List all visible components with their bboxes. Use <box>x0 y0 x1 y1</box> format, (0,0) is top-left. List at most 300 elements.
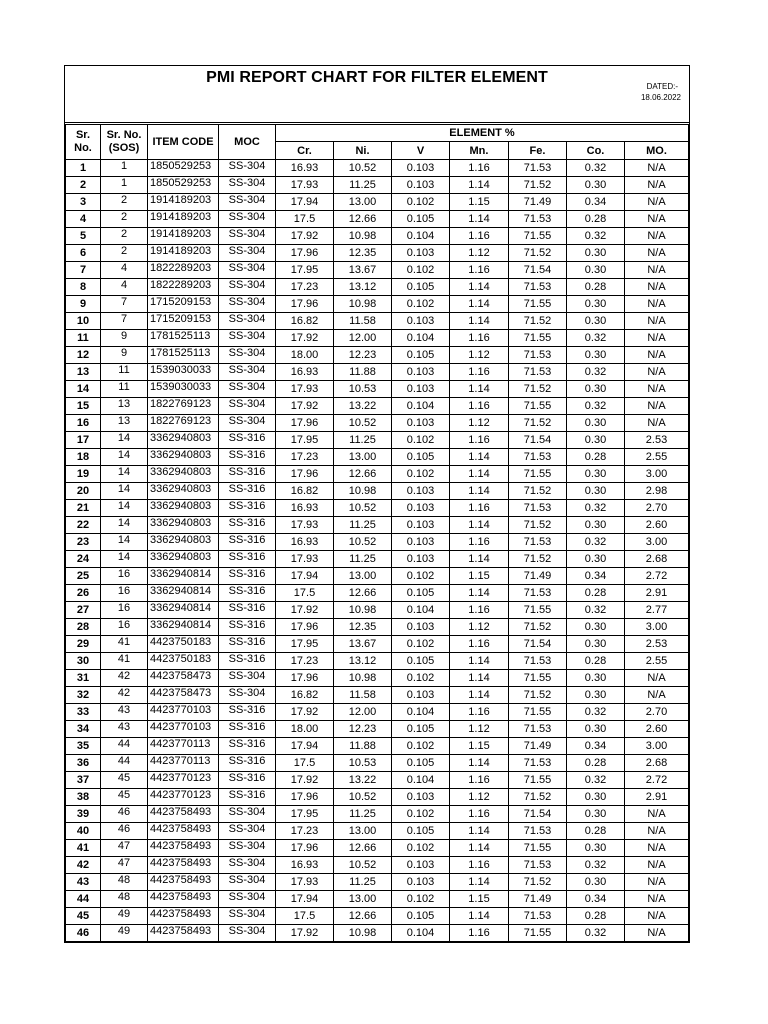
cell-item-code: 3362940803 <box>148 517 219 534</box>
cell-mn: 1.14 <box>450 517 509 534</box>
cell-co: 0.30 <box>567 687 625 704</box>
cell-sr-no: 29 <box>66 636 101 653</box>
cell-ni: 13.00 <box>334 823 392 840</box>
cell-sr-no: 8 <box>66 279 101 296</box>
cell-item-code: 1850529253 <box>148 177 219 194</box>
cell-fe: 71.54 <box>509 432 567 449</box>
cell-mn: 1.14 <box>450 551 509 568</box>
cell-item-code: 4423758473 <box>148 687 219 704</box>
cell-v: 0.103 <box>392 534 450 551</box>
table-row <box>66 857 689 874</box>
cell-sr-no: 24 <box>66 551 101 568</box>
cell-sr-no: 22 <box>66 517 101 534</box>
cell-co: 0.30 <box>567 721 625 738</box>
cell-mn: 1.16 <box>450 262 509 279</box>
cell-ni: 10.98 <box>334 670 392 687</box>
table-row <box>66 364 689 381</box>
cell-moc: SS-304 <box>219 857 276 874</box>
cell-cr: 17.92 <box>276 398 334 415</box>
cell-co: 0.32 <box>567 228 625 245</box>
cell-v: 0.103 <box>392 517 450 534</box>
cell-fe: 71.52 <box>509 874 567 891</box>
cell-mn: 1.12 <box>450 721 509 738</box>
cell-co: 0.30 <box>567 296 625 313</box>
cell-ni: 10.52 <box>334 500 392 517</box>
cell-cr: 17.23 <box>276 823 334 840</box>
table-row <box>66 908 689 925</box>
cell-ni: 11.88 <box>334 364 392 381</box>
cell-ni: 12.66 <box>334 585 392 602</box>
cell-sr-no-sos: 7 <box>101 296 148 313</box>
cell-v: 0.103 <box>392 364 450 381</box>
cell-fe: 71.55 <box>509 228 567 245</box>
cell-moc: SS-304 <box>219 670 276 687</box>
cell-moc: SS-316 <box>219 619 276 636</box>
cell-sr-no-sos: 2 <box>101 228 148 245</box>
cell-mo: 2.68 <box>625 755 689 772</box>
cell-sr-no-sos: 48 <box>101 874 148 891</box>
cell-v: 0.105 <box>392 823 450 840</box>
cell-moc: SS-316 <box>219 755 276 772</box>
cell-sr-no: 2 <box>66 177 101 194</box>
cell-mn: 1.16 <box>450 228 509 245</box>
cell-mo: N/A <box>625 228 689 245</box>
cell-sr-no: 18 <box>66 449 101 466</box>
cell-co: 0.30 <box>567 347 625 364</box>
cell-sr-no: 42 <box>66 857 101 874</box>
cell-sr-no-sos: 1 <box>101 160 148 177</box>
cell-mn: 1.14 <box>450 449 509 466</box>
cell-moc: SS-316 <box>219 772 276 789</box>
cell-v: 0.105 <box>392 347 450 364</box>
cell-ni: 12.23 <box>334 721 392 738</box>
cell-mo: 2.72 <box>625 772 689 789</box>
cell-ni: 13.00 <box>334 891 392 908</box>
cell-item-code: 4423758493 <box>148 857 219 874</box>
cell-cr: 17.92 <box>276 330 334 347</box>
cell-ni: 13.12 <box>334 653 392 670</box>
cell-v: 0.102 <box>392 840 450 857</box>
cell-co: 0.30 <box>567 432 625 449</box>
cell-moc: SS-316 <box>219 517 276 534</box>
cell-moc: SS-304 <box>219 806 276 823</box>
cell-sr-no-sos: 46 <box>101 806 148 823</box>
cell-sr-no-sos: 41 <box>101 636 148 653</box>
cell-mn: 1.14 <box>450 381 509 398</box>
cell-sr-no-sos: 13 <box>101 415 148 432</box>
cell-cr: 17.95 <box>276 806 334 823</box>
table-row <box>66 738 689 755</box>
cell-item-code: 1914189203 <box>148 228 219 245</box>
cell-mn: 1.12 <box>450 619 509 636</box>
date-value: 18.06.2022 <box>640 93 681 102</box>
cell-cr: 17.92 <box>276 602 334 619</box>
cell-moc: SS-316 <box>219 500 276 517</box>
cell-co: 0.34 <box>567 568 625 585</box>
cell-item-code: 3362940814 <box>148 585 219 602</box>
cell-sr-no-sos: 45 <box>101 789 148 806</box>
cell-sr-no-sos: 2 <box>101 211 148 228</box>
cell-sr-no-sos: 11 <box>101 364 148 381</box>
cell-mn: 1.16 <box>450 398 509 415</box>
cell-sr-no: 40 <box>66 823 101 840</box>
cell-moc: SS-304 <box>219 398 276 415</box>
cell-sr-no: 15 <box>66 398 101 415</box>
cell-mo: N/A <box>625 857 689 874</box>
cell-moc: SS-316 <box>219 449 276 466</box>
cell-sr-no-sos: 14 <box>101 500 148 517</box>
cell-ni: 11.25 <box>334 874 392 891</box>
cell-fe: 71.55 <box>509 704 567 721</box>
cell-fe: 71.53 <box>509 534 567 551</box>
cell-v: 0.104 <box>392 704 450 721</box>
cell-co: 0.28 <box>567 653 625 670</box>
cell-mo: 2.98 <box>625 483 689 500</box>
cell-v: 0.104 <box>392 925 450 942</box>
cell-v: 0.105 <box>392 585 450 602</box>
cell-item-code: 3362940803 <box>148 466 219 483</box>
cell-ni: 13.00 <box>334 449 392 466</box>
cell-mo: 2.91 <box>625 585 689 602</box>
cell-cr: 17.96 <box>276 245 334 262</box>
cell-item-code: 4423758493 <box>148 806 219 823</box>
cell-cr: 17.92 <box>276 704 334 721</box>
cell-ni: 13.67 <box>334 636 392 653</box>
table-row <box>66 891 689 908</box>
cell-moc: SS-304 <box>219 279 276 296</box>
col-header-ni: Ni. <box>334 142 392 160</box>
cell-moc: SS-304 <box>219 908 276 925</box>
cell-item-code: 3362940803 <box>148 483 219 500</box>
cell-item-code: 3362940814 <box>148 619 219 636</box>
cell-co: 0.32 <box>567 500 625 517</box>
cell-sr-no-sos: 14 <box>101 517 148 534</box>
cell-moc: SS-304 <box>219 925 276 942</box>
cell-v: 0.104 <box>392 772 450 789</box>
cell-cr: 17.96 <box>276 670 334 687</box>
cell-sr-no-sos: 16 <box>101 585 148 602</box>
cell-ni: 11.25 <box>334 177 392 194</box>
cell-moc: SS-316 <box>219 551 276 568</box>
cell-moc: SS-316 <box>219 738 276 755</box>
cell-cr: 17.5 <box>276 755 334 772</box>
cell-ni: 12.35 <box>334 619 392 636</box>
cell-fe: 71.55 <box>509 296 567 313</box>
cell-fe: 71.52 <box>509 483 567 500</box>
cell-mo: 2.68 <box>625 551 689 568</box>
cell-item-code: 4423758493 <box>148 908 219 925</box>
cell-ni: 10.52 <box>334 534 392 551</box>
cell-co: 0.32 <box>567 772 625 789</box>
cell-co: 0.30 <box>567 806 625 823</box>
cell-co: 0.32 <box>567 857 625 874</box>
cell-mn: 1.12 <box>450 415 509 432</box>
cell-sr-no: 9 <box>66 296 101 313</box>
cell-sr-no: 34 <box>66 721 101 738</box>
cell-mo: N/A <box>625 347 689 364</box>
cell-v: 0.103 <box>392 551 450 568</box>
table-row <box>66 296 689 313</box>
cell-fe: 71.52 <box>509 517 567 534</box>
cell-sr-no-sos: 1 <box>101 177 148 194</box>
cell-item-code: 3362940803 <box>148 500 219 517</box>
cell-sr-no-sos: 4 <box>101 262 148 279</box>
cell-co: 0.34 <box>567 194 625 211</box>
cell-v: 0.103 <box>392 619 450 636</box>
cell-ni: 12.23 <box>334 347 392 364</box>
cell-sr-no: 17 <box>66 432 101 449</box>
cell-moc: SS-304 <box>219 330 276 347</box>
cell-co: 0.30 <box>567 313 625 330</box>
cell-ni: 12.66 <box>334 466 392 483</box>
cell-item-code: 4423770123 <box>148 789 219 806</box>
cell-item-code: 4423758493 <box>148 874 219 891</box>
cell-item-code: 4423758493 <box>148 925 219 942</box>
cell-fe: 71.53 <box>509 823 567 840</box>
cell-ni: 10.98 <box>334 296 392 313</box>
cell-sr-no: 44 <box>66 891 101 908</box>
table-row <box>66 211 689 228</box>
table-row <box>66 755 689 772</box>
cell-ni: 10.53 <box>334 755 392 772</box>
cell-mo: N/A <box>625 891 689 908</box>
cell-mn: 1.16 <box>450 636 509 653</box>
col-header-fe: Fe. <box>509 142 567 160</box>
cell-moc: SS-316 <box>219 483 276 500</box>
cell-v: 0.102 <box>392 568 450 585</box>
cell-mn: 1.14 <box>450 755 509 772</box>
cell-sr-no-sos: 44 <box>101 738 148 755</box>
cell-item-code: 4423770123 <box>148 772 219 789</box>
cell-co: 0.32 <box>567 704 625 721</box>
cell-moc: SS-304 <box>219 194 276 211</box>
cell-mn: 1.14 <box>450 908 509 925</box>
cell-cr: 17.93 <box>276 517 334 534</box>
table-row <box>66 347 689 364</box>
cell-co: 0.34 <box>567 738 625 755</box>
cell-mn: 1.16 <box>450 500 509 517</box>
cell-item-code: 4423770103 <box>148 721 219 738</box>
cell-moc: SS-316 <box>219 789 276 806</box>
cell-cr: 17.96 <box>276 296 334 313</box>
cell-co: 0.30 <box>567 415 625 432</box>
cell-fe: 71.55 <box>509 840 567 857</box>
cell-mo: 3.00 <box>625 466 689 483</box>
cell-sr-no-sos: 42 <box>101 670 148 687</box>
cell-mn: 1.14 <box>450 840 509 857</box>
cell-co: 0.30 <box>567 245 625 262</box>
cell-moc: SS-304 <box>219 364 276 381</box>
cell-fe: 71.54 <box>509 636 567 653</box>
cell-fe: 71.55 <box>509 772 567 789</box>
cell-mn: 1.15 <box>450 891 509 908</box>
cell-item-code: 4423750183 <box>148 653 219 670</box>
cell-v: 0.103 <box>392 483 450 500</box>
cell-sr-no-sos: 44 <box>101 755 148 772</box>
cell-item-code: 3362940814 <box>148 568 219 585</box>
cell-co: 0.30 <box>567 789 625 806</box>
cell-mo: 2.55 <box>625 653 689 670</box>
cell-cr: 18.00 <box>276 721 334 738</box>
cell-mo: N/A <box>625 160 689 177</box>
cell-cr: 17.96 <box>276 789 334 806</box>
cell-co: 0.30 <box>567 636 625 653</box>
cell-mn: 1.16 <box>450 704 509 721</box>
cell-sr-no-sos: 14 <box>101 432 148 449</box>
cell-mo: N/A <box>625 194 689 211</box>
cell-fe: 71.54 <box>509 262 567 279</box>
cell-cr: 17.92 <box>276 228 334 245</box>
cell-cr: 16.82 <box>276 483 334 500</box>
cell-sr-no: 27 <box>66 602 101 619</box>
cell-mn: 1.16 <box>450 432 509 449</box>
cell-sr-no: 7 <box>66 262 101 279</box>
cell-v: 0.104 <box>392 602 450 619</box>
cell-co: 0.30 <box>567 874 625 891</box>
cell-cr: 17.96 <box>276 466 334 483</box>
cell-moc: SS-304 <box>219 262 276 279</box>
cell-ni: 13.12 <box>334 279 392 296</box>
cell-mo: N/A <box>625 840 689 857</box>
cell-cr: 16.93 <box>276 500 334 517</box>
cell-item-code: 3362940803 <box>148 432 219 449</box>
cell-v: 0.104 <box>392 330 450 347</box>
cell-ni: 13.00 <box>334 194 392 211</box>
col-header-moc: MOC <box>219 125 276 160</box>
cell-mo: 2.70 <box>625 704 689 721</box>
cell-cr: 17.93 <box>276 381 334 398</box>
cell-sr-no-sos: 14 <box>101 466 148 483</box>
cell-item-code: 1822289203 <box>148 279 219 296</box>
cell-fe: 71.53 <box>509 279 567 296</box>
cell-co: 0.28 <box>567 823 625 840</box>
cell-moc: SS-316 <box>219 602 276 619</box>
cell-v: 0.105 <box>392 908 450 925</box>
cell-v: 0.103 <box>392 160 450 177</box>
cell-co: 0.30 <box>567 466 625 483</box>
cell-v: 0.105 <box>392 653 450 670</box>
cell-v: 0.102 <box>392 194 450 211</box>
cell-sr-no-sos: 2 <box>101 245 148 262</box>
cell-mn: 1.16 <box>450 857 509 874</box>
table-row <box>66 925 689 942</box>
cell-co: 0.32 <box>567 925 625 942</box>
table-row <box>66 670 689 687</box>
cell-cr: 17.23 <box>276 279 334 296</box>
cell-mo: 2.72 <box>625 568 689 585</box>
col-header-element-group: ELEMENT % <box>276 125 689 142</box>
cell-item-code: 1914189203 <box>148 245 219 262</box>
cell-mn: 1.16 <box>450 364 509 381</box>
cell-ni: 10.52 <box>334 789 392 806</box>
cell-item-code: 1715209153 <box>148 313 219 330</box>
cell-moc: SS-304 <box>219 874 276 891</box>
cell-sr-no: 19 <box>66 466 101 483</box>
cell-mn: 1.14 <box>450 211 509 228</box>
cell-moc: SS-316 <box>219 432 276 449</box>
table-row <box>66 653 689 670</box>
cell-fe: 71.53 <box>509 500 567 517</box>
cell-moc: SS-304 <box>219 823 276 840</box>
cell-sr-no: 41 <box>66 840 101 857</box>
cell-sr-no: 23 <box>66 534 101 551</box>
table-row <box>66 551 689 568</box>
cell-moc: SS-304 <box>219 177 276 194</box>
cell-fe: 71.55 <box>509 925 567 942</box>
cell-mn: 1.15 <box>450 738 509 755</box>
cell-co: 0.32 <box>567 364 625 381</box>
col-header-co: Co. <box>567 142 625 160</box>
table-row <box>66 194 689 211</box>
table-row <box>66 228 689 245</box>
cell-ni: 13.00 <box>334 568 392 585</box>
col-header-sr-no-sos: Sr. No. (SOS) <box>101 125 148 160</box>
cell-sr-no-sos: 47 <box>101 857 148 874</box>
cell-fe: 71.53 <box>509 755 567 772</box>
cell-co: 0.30 <box>567 840 625 857</box>
cell-moc: SS-304 <box>219 296 276 313</box>
cell-mn: 1.14 <box>450 585 509 602</box>
cell-sr-no-sos: 13 <box>101 398 148 415</box>
table-row <box>66 245 689 262</box>
cell-v: 0.104 <box>392 398 450 415</box>
cell-mn: 1.14 <box>450 653 509 670</box>
cell-sr-no-sos: 2 <box>101 194 148 211</box>
cell-v: 0.105 <box>392 279 450 296</box>
cell-sr-no-sos: 14 <box>101 483 148 500</box>
col-header-mn: Mn. <box>450 142 509 160</box>
cell-mn: 1.12 <box>450 245 509 262</box>
cell-v: 0.104 <box>392 228 450 245</box>
cell-sr-no: 13 <box>66 364 101 381</box>
cell-sr-no-sos: 45 <box>101 772 148 789</box>
cell-item-code: 1914189203 <box>148 211 219 228</box>
cell-sr-no: 4 <box>66 211 101 228</box>
cell-sr-no-sos: 41 <box>101 653 148 670</box>
cell-fe: 71.52 <box>509 551 567 568</box>
cell-fe: 71.52 <box>509 381 567 398</box>
cell-co: 0.30 <box>567 381 625 398</box>
cell-mn: 1.14 <box>450 466 509 483</box>
cell-ni: 11.25 <box>334 432 392 449</box>
pmi-table <box>65 124 689 942</box>
cell-fe: 71.49 <box>509 891 567 908</box>
table-row <box>66 449 689 466</box>
cell-cr: 17.92 <box>276 925 334 942</box>
cell-item-code: 4423758493 <box>148 823 219 840</box>
cell-mo: 2.91 <box>625 789 689 806</box>
cell-mn: 1.12 <box>450 347 509 364</box>
cell-moc: SS-304 <box>219 160 276 177</box>
table-row <box>66 823 689 840</box>
table-row <box>66 721 689 738</box>
cell-co: 0.28 <box>567 279 625 296</box>
cell-v: 0.102 <box>392 466 450 483</box>
cell-item-code: 1539030033 <box>148 381 219 398</box>
cell-sr-no: 6 <box>66 245 101 262</box>
cell-v: 0.102 <box>392 891 450 908</box>
cell-ni: 12.00 <box>334 330 392 347</box>
cell-cr: 16.93 <box>276 534 334 551</box>
table-row <box>66 313 689 330</box>
cell-fe: 71.55 <box>509 398 567 415</box>
cell-sr-no-sos: 7 <box>101 313 148 330</box>
cell-sr-no: 37 <box>66 772 101 789</box>
cell-item-code: 1850529253 <box>148 160 219 177</box>
cell-mn: 1.14 <box>450 296 509 313</box>
cell-co: 0.32 <box>567 602 625 619</box>
cell-co: 0.30 <box>567 517 625 534</box>
